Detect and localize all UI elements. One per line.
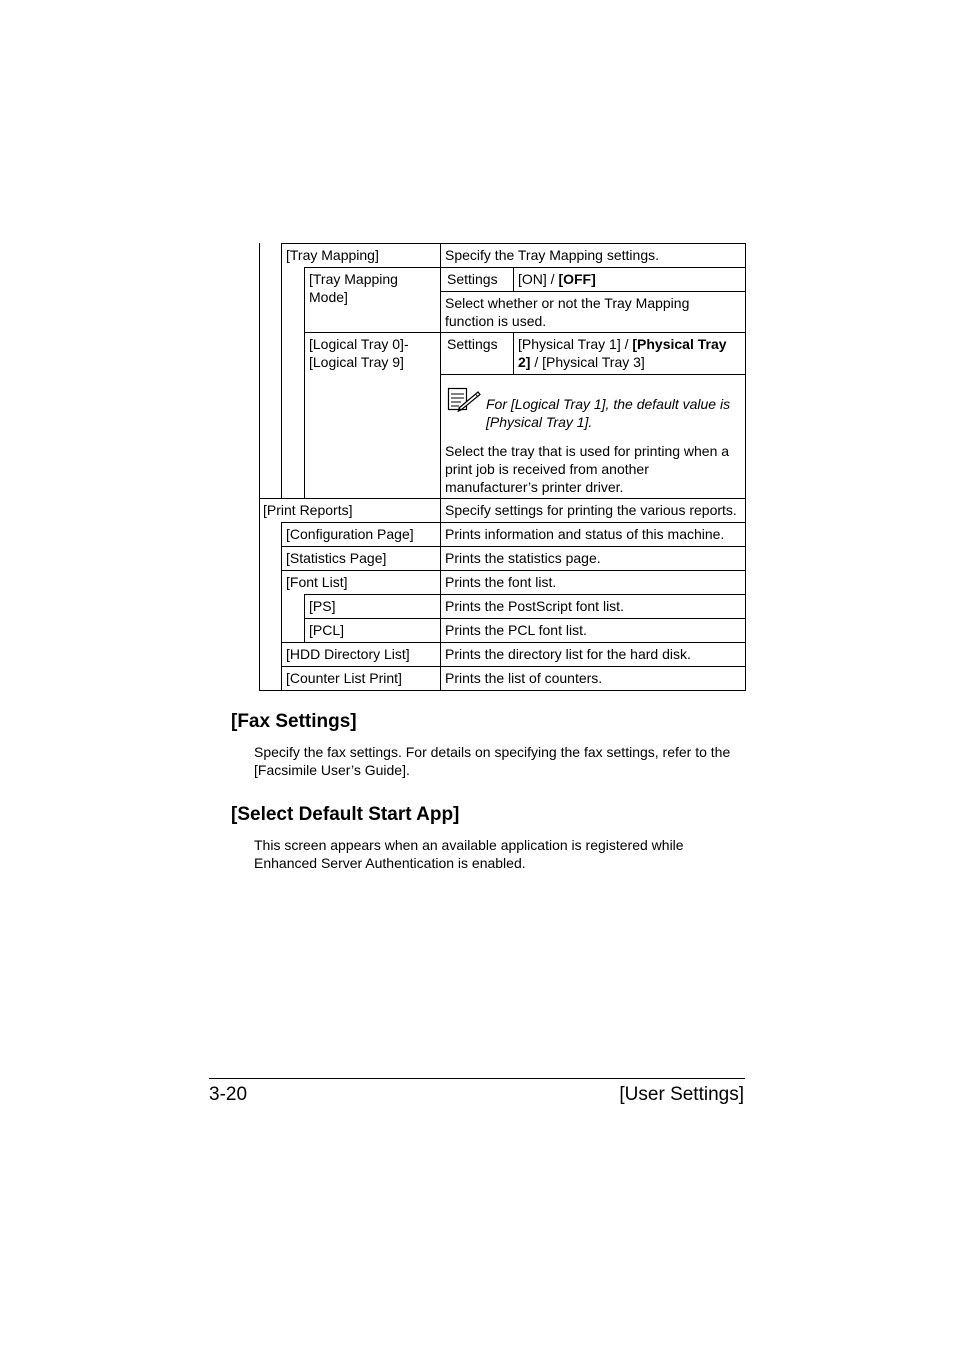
- report-item-label: [PS]: [309, 598, 336, 614]
- report-item-label: [Configuration Page]: [286, 526, 414, 542]
- logical-tray-note: For [Logical Tray 1], the default value is [Physical Tray 1].: [486, 396, 731, 430]
- tray-mapping-mode-value: [514, 269, 745, 288]
- footer-rule: [209, 1078, 745, 1079]
- report-item-desc: Prints the PostScript font list.: [445, 598, 624, 614]
- report-item-label: [HDD Directory List]: [286, 646, 410, 662]
- logical-tray-settings-label: Settings: [447, 336, 498, 352]
- report-item-label: [Counter List Print]: [286, 670, 402, 686]
- value-part2: / [Physical Tray 3]: [530, 354, 645, 370]
- report-item-label: [PCL]: [309, 622, 345, 638]
- tray-mapping-mode-label: [Tray Mapping Mode]: [309, 271, 398, 305]
- logical-tray-desc: Select the tray that is used for printing when a print job is received from another manufacturer’s printer driver.: [445, 443, 730, 495]
- page-number: 3-20: [209, 1084, 248, 1105]
- select-default-start-app-body: This screen appears when an available application is registered while Enhanced Server Authentication is enabled.: [254, 837, 684, 871]
- report-item-desc: Prints information and status of this machine.: [445, 526, 725, 542]
- report-item-desc: Prints the list of counters.: [445, 670, 603, 686]
- note-pencil-icon: [447, 386, 481, 412]
- report-item-desc: Prints the font list.: [445, 574, 557, 590]
- select-default-start-app-heading: [Select Default Start App]: [231, 804, 460, 825]
- tray-mapping-mode-settings-label: Settings: [447, 271, 498, 287]
- print-reports-desc: Specify settings for printing the various reports.: [445, 502, 737, 518]
- tray-mapping-desc: Specify the Tray Mapping settings.: [445, 247, 659, 263]
- report-item-desc: Prints the PCL font list.: [445, 622, 587, 638]
- report-item-label: [Statistics Page]: [286, 550, 387, 566]
- tray-mapping-label: [Tray Mapping]: [286, 247, 379, 263]
- logical-tray-value: [514, 334, 740, 371]
- logical-tray-label: [Logical Tray 0]-[Logical Tray 9]: [309, 336, 409, 370]
- tray-mapping-mode-desc: Select whether or not the Tray Mapping function is used.: [445, 295, 690, 329]
- report-item-label: [Font List]: [286, 574, 348, 590]
- value-off-default: [OFF]: [558, 271, 596, 287]
- fax-settings-heading: [Fax Settings]: [231, 711, 357, 732]
- value-on: [ON] /: [518, 271, 559, 287]
- fax-settings-body: Specify the fax settings. For details on specifying the fax settings, refer to the [Facsimile User’s Guide].: [254, 744, 731, 778]
- footer-section-title: [User Settings]: [619, 1084, 744, 1105]
- print-reports-label: [Print Reports]: [263, 502, 353, 518]
- value-part1: [Physical Tray 1] /: [518, 336, 633, 352]
- report-item-desc: Prints the directory list for the hard disk.: [445, 646, 691, 662]
- report-item-desc: Prints the statistics page.: [445, 550, 601, 566]
- value-bold: [Physical Tray 2]: [518, 336, 727, 370]
